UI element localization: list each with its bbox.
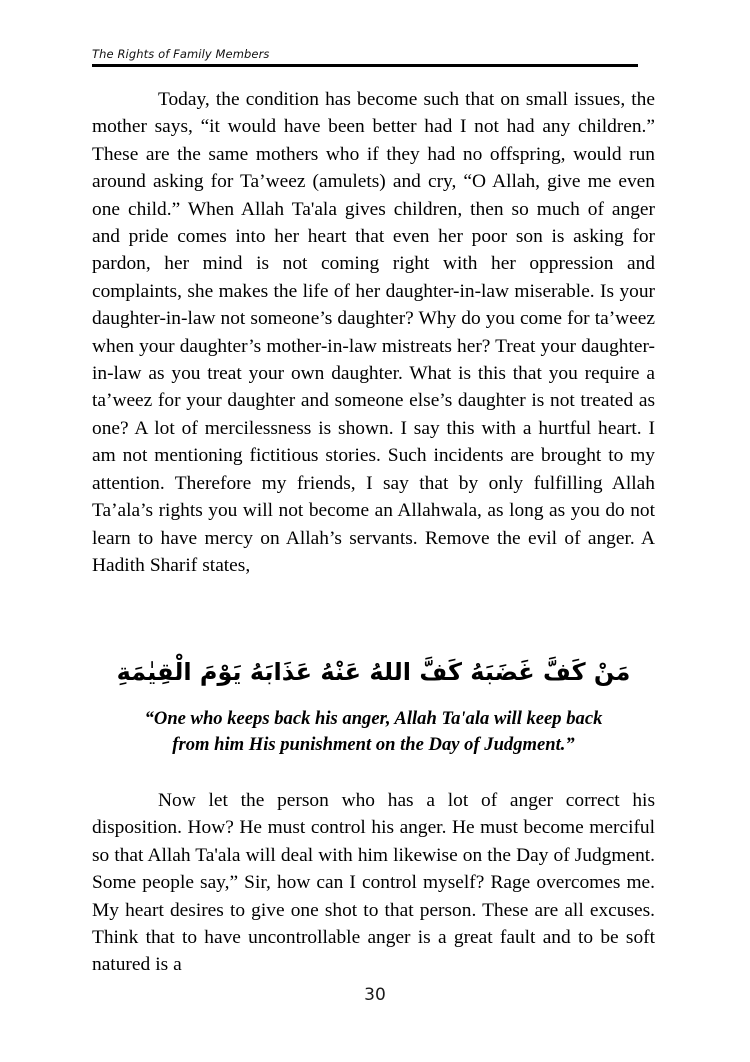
body-text-block-one [92,86,655,579]
hadith-translation-line-2: from him His punishment on the Day of Judgment.” [172,734,575,755]
paragraph-one: Today, the condition has become such that on small issues, the mother says, “it would have been better had I not had any children.” These are the same mothers who if they had no offspring, would run around asking for Ta’weez (amulets) and cry, “O Allah, give me even one child.” When Allah Ta'ala gives children, then so much of anger and pride comes into her heart that even her poor son is asking for pardon, her mind is not coming right with her oppression and complaints, she makes the life of her daughter-in-law miserable. Is your daughter-in-law not someone’s daughter? Why do you come for ta’weez when your daughter’s mother-in-law mistreats her? Treat your daughter-in-law as you treat your own daughter. What is this that you require a ta’weez for your daughter and someone else’s daughter is not treated as one? A lot of mercilessness is shown. I say this with a hurtful heart. I am not mentioning fictitious stories. Such incidents are brought to my attention. Therefore my friends, I say that by only fulfilling Allah Ta’ala’s rights you will not become an Allahwala, as long as you do not learn to have mercy on Allah’s servants. Remove the evil of anger. A Hadith Sharif states, [92,89,655,576]
header-title: The Rights of Family Members [92,47,270,61]
hadith-arabic-text: مَنْ كَفَّ غَضَبَهُ كَفَّ اللهُ عَنْهُ عَذَابَهُ يَوْمَ الْقِيٰمَةِ [116,658,631,686]
body-text-block-two [92,787,655,979]
running-header [92,48,638,67]
hadith-arabic-block [92,650,655,694]
paragraph-two: Now let the person who has a lot of anger correct his disposition. How? He must control his anger. He must become merciful so that Allah Ta'ala will deal with him likewise on the Day of Judgment. Some people say,” Sir, how can I control myself? Rage overcomes me. My heart desires to give one shot to that person. These are all excuses. Think that to have uncontrollable anger is a great fault and to be soft natured is a [92,790,655,976]
page-number: 30 [364,985,386,1005]
header-divider-rule [92,64,638,67]
hadith-translation-line-1: “One who keeps back his anger, Allah Ta'ala will keep back [144,708,603,729]
hadith-translation-block [92,706,655,758]
